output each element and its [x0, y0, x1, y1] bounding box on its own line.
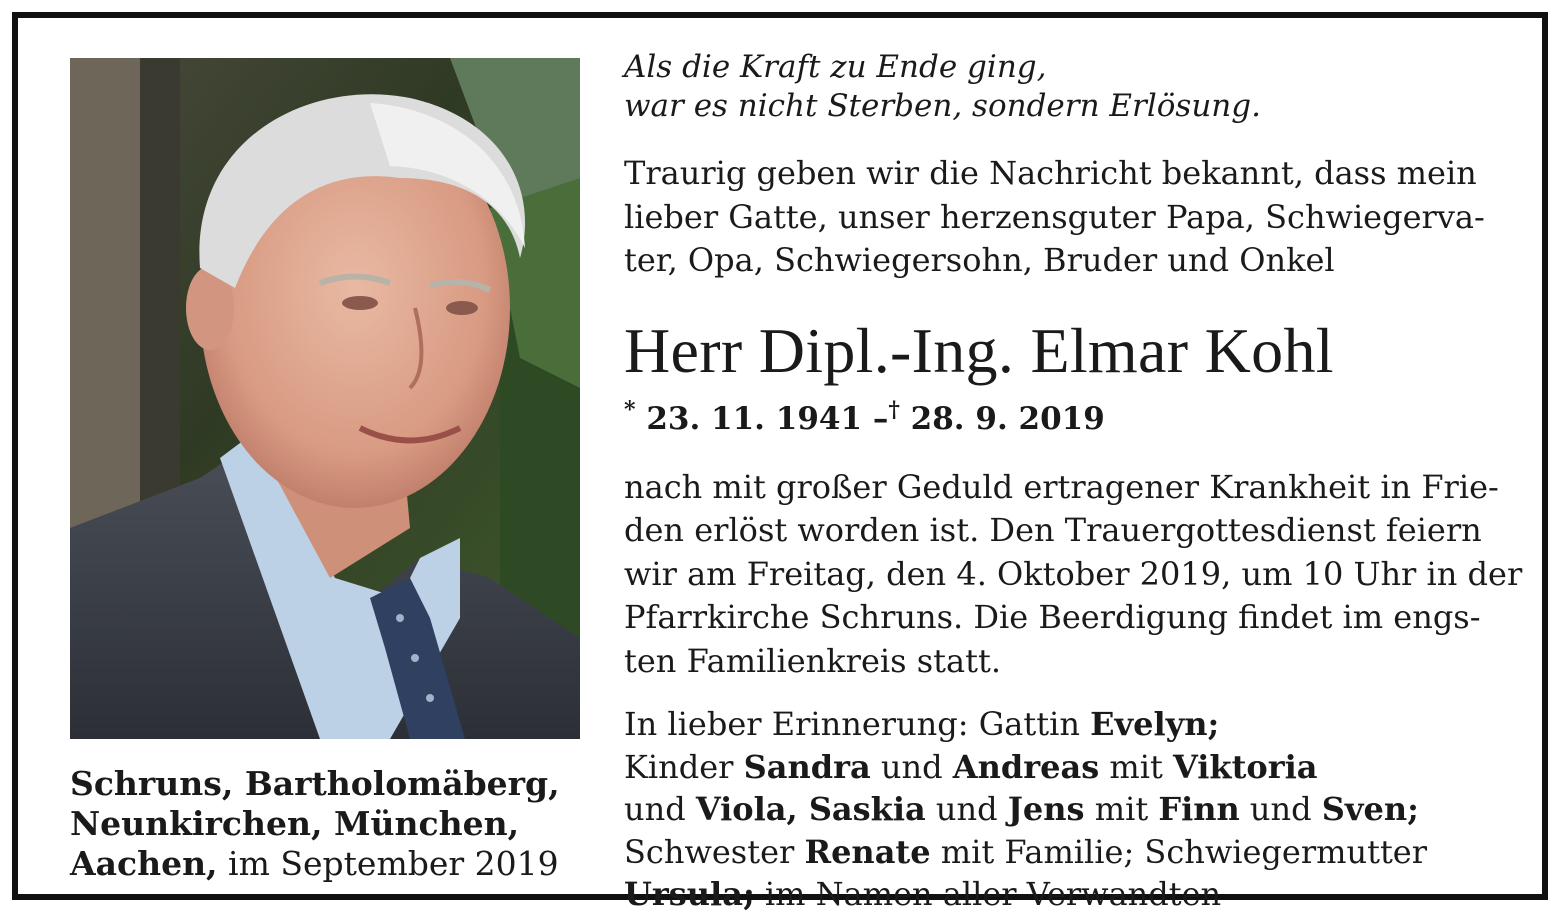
- place-line-3: Aachen, im September 2019: [70, 844, 559, 883]
- intro-paragraph: Traurig geben wir die Nachricht bekannt, dass mein lieber Gatte, unser herzensguter Papa, Schwiegerva- ter, Opa, Schwiegersohn, Bruder und Onkel: [624, 154, 1485, 279]
- life-dates: [624, 389, 1536, 440]
- birth-date: 23. 11. 1941: [646, 400, 863, 437]
- date-separator: –: [872, 400, 889, 437]
- body-paragraph: nach mit großer Geduld ertragener Krankheit in Frie- den erlöst worden ist. Den Trauergottesdienst feiern wir am Freitag, den 4. Oktober 2019, um 10 Uhr in der Pfarrkirche Schruns. Die Beerdigung findet im engs- ten Familienkreis statt.: [624, 467, 1523, 680]
- obituary-card: [12, 12, 1548, 914]
- portrait-photo: [70, 58, 580, 739]
- motto: Als die Kraft zu Ende ging, war es nicht Sterben, sondern Erlösung.: [624, 49, 1261, 124]
- portrait-image: [70, 58, 580, 739]
- death-symbol: †: [888, 396, 900, 423]
- death-date: 28. 9. 2019: [910, 400, 1105, 437]
- remembrance-paragraph: In lieber Erinnerung: Gattin Evelyn; Kinder Sandra und Andreas mit Viktoria und Viola, Saskia und Jens mit Finn und Sven; Schwester Renate mit Familie; Schwiegermutter Ursula; im Namen aller Verwandten: [624, 705, 1428, 914]
- place-line-1: Schruns, Bartholomäberg,: [70, 764, 560, 803]
- deceased-name: Herr Dipl.-Ing. Elmar Kohl: [624, 314, 1334, 386]
- place-line-2: Neunkirchen, München,: [70, 804, 520, 843]
- place-and-date: [70, 764, 590, 884]
- birth-symbol: *: [624, 396, 636, 423]
- obituary-text: [624, 48, 1536, 916]
